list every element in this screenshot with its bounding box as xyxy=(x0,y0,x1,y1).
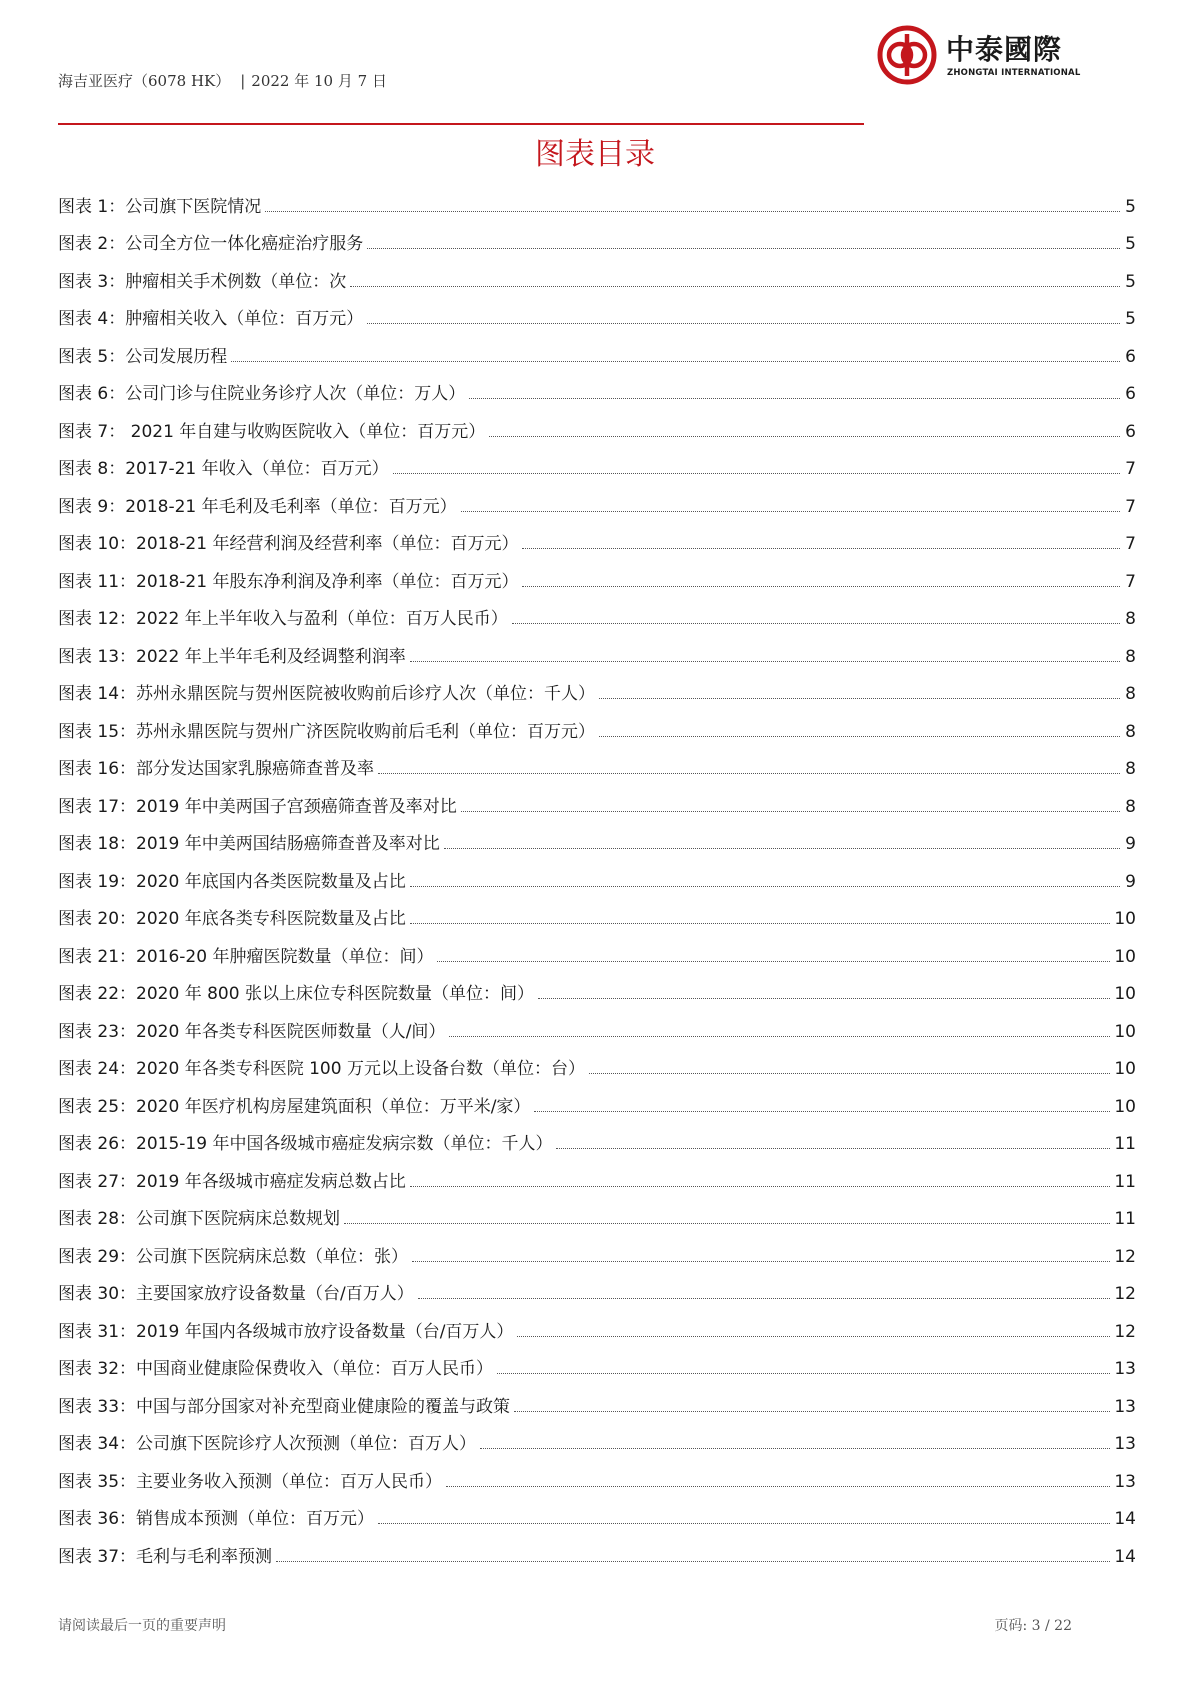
toc-entry-label[interactable]: 图表 23：2020 年各类专科医院医师数量（人/间） xyxy=(58,1021,446,1042)
toc-dot-leader xyxy=(599,697,1120,699)
toc-entry-page[interactable]: 8 xyxy=(1125,609,1136,629)
toc-dot-leader xyxy=(410,885,1120,887)
toc-dot-leader xyxy=(367,322,1120,324)
toc-entry[interactable] xyxy=(58,1193,1136,1231)
footer-disclaimer: 请阅读最后一页的重要声明 xyxy=(58,1618,226,1634)
toc-entry[interactable] xyxy=(58,330,1136,368)
toc-entry[interactable] xyxy=(58,668,1136,706)
toc-dot-leader xyxy=(412,1260,1110,1262)
toc-entry-label[interactable]: 图表 6：公司门诊与住院业务诊疗人次（单位：万人） xyxy=(58,384,466,404)
toc-dot-leader xyxy=(367,247,1120,249)
toc-entry-page[interactable]: 6 xyxy=(1125,346,1136,367)
toc-entry[interactable] xyxy=(58,555,1136,593)
toc-dot-leader xyxy=(514,1410,1110,1412)
toc-entry[interactable] xyxy=(58,1268,1136,1306)
toc-entry-label[interactable]: 图表 14：苏州永鼎医院与贺州医院被收购前后诊疗人次（单位：千人） xyxy=(58,684,596,704)
toc-entry[interactable] xyxy=(58,518,1136,556)
toc-entry-page[interactable]: 10 xyxy=(1114,1059,1136,1079)
toc-entry-label[interactable]: 图表 15：苏州永鼎医院与贺州广济医院收购前后毛利（单位：百万元） xyxy=(58,721,596,742)
toc-dot-leader xyxy=(534,1110,1110,1112)
toc-entry-label[interactable]: 图表 8：2017-21 年收入（单位：百万元） xyxy=(58,459,389,479)
toc-entry-label[interactable]: 图表 10：2018-21 年经营利润及经营利率（单位：百万元） xyxy=(58,534,519,554)
toc-entry[interactable] xyxy=(58,1530,1136,1568)
zhongtai-logo xyxy=(876,24,1086,86)
toc-entry-label[interactable]: 图表 1：公司旗下医院情况 xyxy=(58,196,262,217)
toc-entry[interactable] xyxy=(58,1380,1136,1418)
toc-entry[interactable] xyxy=(58,593,1136,631)
toc-entry-page[interactable]: 7 xyxy=(1125,571,1136,592)
toc-entry-label[interactable]: 图表 13：2022 年上半年毛利及经调整利润率 xyxy=(58,646,406,667)
toc-entry-label[interactable]: 图表 9：2018-21 年毛利及毛利率（单位：百万元） xyxy=(58,496,457,517)
toc-entry-page[interactable]: 8 xyxy=(1125,796,1136,817)
toc-entry[interactable] xyxy=(58,1043,1136,1081)
toc-dot-leader xyxy=(517,1335,1110,1337)
toc-entry-page[interactable]: 7 xyxy=(1125,496,1136,517)
toc-entry-label[interactable]: 图表 33：中国与部分国家对补充型商业健康险的覆盖与政策 xyxy=(58,1396,511,1417)
toc-dot-leader xyxy=(556,1147,1110,1149)
toc-dot-leader xyxy=(461,810,1120,812)
toc-entry[interactable] xyxy=(58,368,1136,406)
toc-entry[interactable] xyxy=(58,1155,1136,1193)
page-title: 图表目录 xyxy=(535,137,655,172)
toc-entry-label[interactable]: 图表 20：2020 年底各类专科医院数量及占比 xyxy=(58,909,406,929)
toc-entry-page[interactable]: 9 xyxy=(1125,871,1136,892)
toc-entry-label[interactable]: 图表 17：2019 年中美两国子宫颈癌筛查普及率对比 xyxy=(58,796,457,817)
toc-entry-label[interactable]: 图表 26：2015-19 年中国各级城市癌症发病宗数（单位：千人） xyxy=(58,1134,553,1154)
toc-entry-page[interactable]: 6 xyxy=(1125,421,1136,442)
toc-dot-leader xyxy=(276,1560,1110,1562)
toc-dot-leader xyxy=(522,585,1120,587)
toc-dot-leader xyxy=(489,435,1120,437)
toc-entry[interactable] xyxy=(58,443,1136,481)
toc-entry[interactable] xyxy=(58,480,1136,518)
toc-entry-label[interactable]: 图表 5：公司发展历程 xyxy=(58,346,228,367)
toc-entry-page[interactable]: 13 xyxy=(1114,1471,1136,1492)
toc-dot-leader xyxy=(497,1372,1110,1374)
toc-entry-page[interactable]: 8 xyxy=(1125,721,1136,742)
toc-entry[interactable] xyxy=(58,1418,1136,1456)
toc-entry-page[interactable]: 14 xyxy=(1114,1509,1136,1529)
toc-entry[interactable] xyxy=(58,930,1136,968)
toc-entry[interactable] xyxy=(58,705,1136,743)
toc-entry-label[interactable]: 图表 27：2019 年各级城市癌症发病总数占比 xyxy=(58,1171,406,1192)
toc-entry-label[interactable]: 图表 12：2022 年上半年收入与盈利（单位：百万人民币） xyxy=(58,609,508,629)
document-header xyxy=(58,70,387,91)
logo-english-name: ZHONGTAI INTERNATIONAL xyxy=(947,68,1081,78)
toc-entry-page[interactable]: 8 xyxy=(1125,759,1136,779)
toc-dot-leader xyxy=(512,622,1120,624)
table-of-figures xyxy=(58,180,1136,1568)
toc-entry-label[interactable]: 图表 19：2020 年底国内各类医院数量及占比 xyxy=(58,871,406,892)
header-separator: | xyxy=(240,72,246,90)
toc-entry-page[interactable]: 13 xyxy=(1114,1396,1136,1417)
toc-entry[interactable] xyxy=(58,255,1136,293)
toc-entry[interactable] xyxy=(58,893,1136,931)
report-date: 2022 年 10 月 7 日 xyxy=(251,72,387,90)
toc-entry-label[interactable]: 图表 35：主要业务收入预测（单位：百万人民币） xyxy=(58,1471,443,1492)
toc-entry-label[interactable]: 图表 25：2020 年医疗机构房屋建筑面积（单位：万平米/家） xyxy=(58,1096,531,1117)
zhongtai-logo-icon xyxy=(876,24,938,86)
toc-dot-leader xyxy=(599,735,1120,737)
toc-entry-page[interactable]: 10 xyxy=(1114,909,1136,929)
toc-entry-page[interactable]: 10 xyxy=(1114,984,1136,1004)
toc-entry[interactable] xyxy=(58,1455,1136,1493)
toc-entry[interactable] xyxy=(58,218,1136,256)
toc-dot-leader xyxy=(461,510,1120,512)
toc-entry-label[interactable]: 图表 11：2018-21 年股东净利润及净利率（单位：百万元） xyxy=(58,571,519,592)
toc-dot-leader xyxy=(469,397,1120,399)
toc-entry-page[interactable]: 13 xyxy=(1114,1434,1136,1454)
toc-dot-leader xyxy=(437,960,1110,962)
toc-entry-label[interactable]: 图表 22：2020 年 800 张以上床位专科医院数量（单位：间） xyxy=(58,984,534,1004)
toc-entry-label[interactable]: 图表 30：主要国家放疗设备数量（台/百万人） xyxy=(58,1284,414,1304)
toc-entry-page[interactable]: 13 xyxy=(1114,1359,1136,1379)
toc-entry[interactable] xyxy=(58,855,1136,893)
toc-dot-leader xyxy=(444,847,1120,849)
toc-entry[interactable] xyxy=(58,1343,1136,1381)
toc-dot-leader xyxy=(378,1522,1110,1524)
footer-page-number: 页码: 3 / 22 xyxy=(994,1618,1072,1634)
toc-dot-leader xyxy=(378,772,1120,774)
toc-entry-page[interactable]: 5 xyxy=(1125,309,1136,329)
toc-entry-page[interactable]: 8 xyxy=(1125,684,1136,704)
toc-dot-leader xyxy=(231,360,1120,362)
toc-entry-page[interactable]: 6 xyxy=(1125,384,1136,404)
toc-entry-label[interactable]: 图表 16：部分发达国家乳腺癌筛查普及率 xyxy=(58,759,375,779)
toc-entry-label[interactable]: 图表 29：公司旗下医院病床总数（单位：张） xyxy=(58,1246,409,1267)
toc-entry-label[interactable]: 图表 21：2016-20 年肿瘤医院数量（单位：间） xyxy=(58,946,434,967)
logo-chinese-name: 中泰國際 xyxy=(946,33,1063,66)
toc-entry[interactable] xyxy=(58,293,1136,331)
toc-dot-leader xyxy=(344,1222,1110,1224)
toc-dot-leader xyxy=(410,1185,1111,1187)
toc-entry-page[interactable]: 5 xyxy=(1125,271,1136,292)
toc-entry-label[interactable]: 图表 31：2019 年国内各级城市放疗设备数量（台/百万人） xyxy=(58,1321,514,1342)
toc-entry-page[interactable]: 14 xyxy=(1114,1546,1136,1567)
toc-entry-label[interactable]: 图表 7： 2021 年自建与收购医院收入（单位：百万元） xyxy=(58,421,486,442)
toc-entry-label[interactable]: 图表 36：销售成本预测（单位：百万元） xyxy=(58,1509,375,1529)
toc-entry-page[interactable]: 9 xyxy=(1125,834,1136,854)
toc-entry[interactable] xyxy=(58,1230,1136,1268)
toc-dot-leader xyxy=(538,997,1110,999)
toc-dot-leader xyxy=(449,1035,1110,1037)
toc-entry[interactable] xyxy=(58,630,1136,668)
toc-entry[interactable] xyxy=(58,1493,1136,1531)
toc-entry[interactable] xyxy=(58,405,1136,443)
toc-dot-leader xyxy=(410,922,1111,924)
toc-entry-label[interactable]: 图表 37：毛利与毛利率预测 xyxy=(58,1546,273,1567)
toc-entry-page[interactable]: 10 xyxy=(1114,946,1136,967)
toc-entry-page[interactable]: 8 xyxy=(1125,646,1136,667)
toc-entry[interactable] xyxy=(58,180,1136,218)
toc-entry-page[interactable]: 10 xyxy=(1114,1021,1136,1042)
toc-entry[interactable] xyxy=(58,780,1136,818)
toc-entry[interactable] xyxy=(58,968,1136,1006)
toc-dot-leader xyxy=(480,1447,1110,1449)
toc-entry[interactable] xyxy=(58,1118,1136,1156)
toc-dot-leader xyxy=(418,1297,1111,1299)
toc-entry-page[interactable]: 5 xyxy=(1125,196,1136,217)
toc-entry-label[interactable]: 图表 32：中国商业健康险保费收入（单位：百万人民币） xyxy=(58,1359,494,1379)
toc-entry-label[interactable]: 图表 18：2019 年中美两国结肠癌筛查普及率对比 xyxy=(58,834,440,854)
header-rule xyxy=(58,123,864,125)
toc-entry-page[interactable]: 11 xyxy=(1114,1209,1136,1229)
toc-dot-leader xyxy=(410,660,1120,662)
toc-dot-leader xyxy=(589,1072,1110,1074)
toc-entry-label[interactable]: 图表 3：肿瘤相关手术例数（单位：次 xyxy=(58,271,347,292)
toc-dot-leader xyxy=(393,472,1120,474)
toc-entry-label[interactable]: 图表 28：公司旗下医院病床总数规划 xyxy=(58,1209,341,1229)
toc-entry-page[interactable]: 5 xyxy=(1125,234,1136,254)
toc-dot-leader xyxy=(265,210,1120,212)
toc-entry-label[interactable]: 图表 2：公司全方位一体化癌症治疗服务 xyxy=(58,234,364,254)
toc-entry-label[interactable]: 图表 4：肿瘤相关收入（单位：百万元） xyxy=(58,309,364,329)
toc-entry[interactable] xyxy=(58,1080,1136,1118)
toc-entry[interactable] xyxy=(58,1305,1136,1343)
toc-entry-page[interactable]: 11 xyxy=(1114,1134,1136,1154)
company-ticker: 海吉亚医疗（6078 HK） xyxy=(58,72,231,90)
toc-entry-label[interactable]: 图表 24：2020 年各类专科医院 100 万元以上设备台数（单位：台） xyxy=(58,1059,585,1079)
toc-entry-page[interactable]: 12 xyxy=(1114,1321,1136,1342)
toc-entry-page[interactable]: 12 xyxy=(1114,1246,1136,1267)
toc-dot-leader xyxy=(446,1485,1110,1487)
toc-entry[interactable] xyxy=(58,1005,1136,1043)
toc-entry-label[interactable]: 图表 34：公司旗下医院诊疗人次预测（单位：百万人） xyxy=(58,1434,477,1454)
toc-entry-page[interactable]: 7 xyxy=(1125,459,1136,479)
toc-entry-page[interactable]: 12 xyxy=(1114,1284,1136,1304)
toc-entry-page[interactable]: 11 xyxy=(1114,1171,1136,1192)
toc-dot-leader xyxy=(522,547,1120,549)
toc-entry-page[interactable]: 10 xyxy=(1114,1096,1136,1117)
toc-entry[interactable] xyxy=(58,743,1136,781)
toc-dot-leader xyxy=(350,285,1120,287)
toc-entry[interactable] xyxy=(58,818,1136,856)
toc-entry-page[interactable]: 7 xyxy=(1125,534,1136,554)
